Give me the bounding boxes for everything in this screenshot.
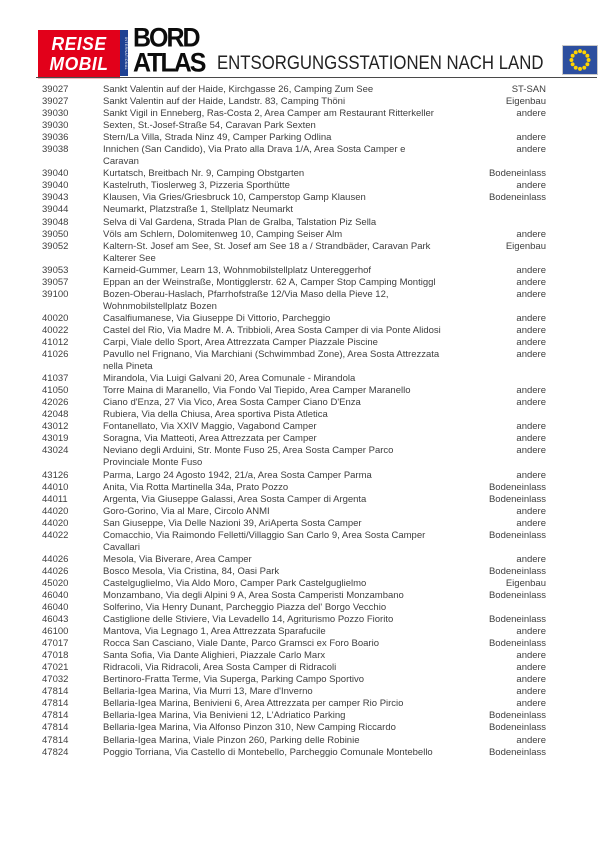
- table-row: [42, 674, 546, 686]
- table-row: [42, 590, 546, 602]
- station-address: Castelguglielmo, Via Aldo Moro, Camper Park Castelguglielmo: [103, 577, 367, 589]
- station-type: ST-SAN: [511, 84, 546, 95]
- station-address: Castel del Rio, Via Madre M. A. Tribbioli, Area Sosta Camper di via Ponte Alidosi: [103, 324, 441, 336]
- postal-code: 39030: [42, 108, 69, 120]
- station-type: andere: [516, 312, 546, 324]
- reisemobil-logo-text: [38, 30, 120, 78]
- station-type: [448, 602, 546, 614]
- postal-code: 46100: [42, 626, 69, 638]
- station-type: andere: [516, 397, 546, 409]
- table-row: [42, 445, 546, 469]
- station-type: andere: [516, 288, 546, 300]
- station-address: Bellaria-Igea Marina, Via Benivieni 12, L'Adriatico Parking: [103, 710, 346, 722]
- station-address: Bellaria-Igea Marina, Benivieni 6, Area Attrezzata per camper Rio Pircio: [103, 698, 404, 710]
- station-type: Bodeneinlass: [488, 529, 546, 541]
- station-type: Eigenbau: [505, 240, 546, 252]
- station-address: Mantova, Via Legnago 1, Area Attrezzata Sparafucile: [103, 626, 326, 638]
- station-address: Kastelruth, Tioslerweg 3, Pizzeria Sporthütte: [103, 180, 290, 192]
- postal-code: 40022: [42, 324, 69, 336]
- station-type: andere: [516, 276, 546, 288]
- table-row: [42, 578, 546, 590]
- station-address: Bellaria-Igea Marina, Via Murri 13, Mare d'Inverno: [103, 686, 313, 698]
- postal-code: 41037: [42, 373, 69, 385]
- postal-code: 43019: [42, 433, 69, 445]
- station-address: Sankt Vigil in Enneberg, Ras-Costa 2, Area Camper am Restaurant Ritterkeller: [103, 108, 434, 120]
- station-address: Kaltern-St. Josef am See, St. Josef am See 18 a / Strandbäder, Caravan Park Kalterer See: [103, 240, 431, 264]
- reisemobil-international-stripe: INTERNATIONAL: [120, 30, 128, 76]
- postal-code: 47814: [42, 710, 69, 722]
- postal-code: 41050: [42, 385, 69, 397]
- table-row: [42, 241, 546, 265]
- table-row: [42, 686, 546, 698]
- station-address: Völs am Schlern, Dolomitenweg 10, Camping Seiser Alm: [103, 228, 343, 240]
- station-type: andere: [516, 445, 546, 457]
- table-row: [42, 482, 546, 494]
- station-type: Bodeneinlass: [488, 614, 546, 626]
- table-row: [42, 349, 546, 373]
- table-row: [42, 180, 546, 192]
- postal-code: 46043: [42, 614, 69, 626]
- postal-code: 47824: [42, 746, 69, 758]
- table-row: [42, 421, 546, 433]
- table-row: [42, 710, 546, 722]
- postal-code: 39053: [42, 264, 69, 276]
- station-type: [448, 373, 546, 385]
- station-address: Innichen (San Candido), Via Prato alla Drava 1/A, Area Sosta Camper e Caravan: [103, 144, 406, 168]
- station-address: Rubiera, Via della Chiusa, Area sportiva Pista Atletica: [103, 409, 328, 421]
- postal-code: 39038: [42, 144, 69, 156]
- stations-table: [42, 84, 546, 759]
- postal-code: 39040: [42, 168, 69, 180]
- postal-code: 43012: [42, 421, 69, 433]
- table-row: [42, 650, 546, 662]
- station-type: andere: [516, 674, 546, 686]
- table-row: [42, 217, 546, 229]
- postal-code: 44022: [42, 529, 69, 541]
- reisemobil-line1: REISE: [51, 33, 107, 55]
- table-row: [42, 409, 546, 421]
- station-type: andere: [516, 385, 546, 397]
- postal-code: 47814: [42, 722, 69, 734]
- station-type: andere: [516, 686, 546, 698]
- station-type: Bodeneinlass: [488, 722, 546, 734]
- station-address: Anita, Via Rotta Martinella 34a, Prato Pozzo: [103, 481, 289, 493]
- postal-code: 39057: [42, 276, 69, 288]
- station-address: Mirandola, Via Luigi Galvani 20, Area Comunale - Mirandola: [103, 373, 356, 385]
- station-address: Eppan an der Weinstraße, Montigglerstr. 62 A, Camper Stop Camping Montiggl: [103, 276, 436, 288]
- station-address: Solferino, Via Henry Dunant, Parcheggio Piazza del' Borgo Vecchio: [103, 602, 387, 614]
- station-type: [448, 204, 546, 216]
- station-type: Bodeneinlass: [488, 746, 546, 758]
- postal-code: 39027: [42, 96, 69, 108]
- table-row: [42, 229, 546, 241]
- station-type: andere: [516, 505, 546, 517]
- table-row: [42, 108, 546, 120]
- table-row: [42, 96, 546, 108]
- station-address: Monzambano, Via degli Alpini 9 A, Area Sosta Camperisti Monzambano: [103, 589, 404, 601]
- station-type: andere: [516, 517, 546, 529]
- table-row: [42, 373, 546, 385]
- station-address: Castiglione delle Stiviere, Via Levadello 14, Agriturismo Pozzo Fiorito: [103, 614, 394, 626]
- station-address: Sankt Valentin auf der Haide, Landstr. 83, Camping Thöni: [103, 96, 346, 108]
- table-row: [42, 470, 546, 482]
- station-address: Goro-Gorino, Via al Mare, Circolo ANMI: [103, 505, 270, 517]
- bordatlas-line1: BORD: [133, 22, 199, 53]
- postal-code: 44026: [42, 553, 69, 565]
- reisemobil-line2: MOBIL: [49, 53, 109, 75]
- postal-code: 47032: [42, 674, 69, 686]
- table-row: [42, 313, 546, 325]
- station-type: Bodeneinlass: [488, 168, 546, 180]
- postal-code: 44020: [42, 505, 69, 517]
- table-row: [42, 204, 546, 216]
- station-type: andere: [516, 132, 546, 144]
- postal-code: 44020: [42, 517, 69, 529]
- station-type: andere: [516, 336, 546, 348]
- station-type: Bodeneinlass: [488, 589, 546, 601]
- eu-flag-icon: [562, 45, 598, 75]
- station-type: andere: [516, 264, 546, 276]
- postal-code: 39030: [42, 120, 69, 132]
- station-type: andere: [516, 228, 546, 240]
- station-address: Comacchio, Via Raimondo Felletti/Villaggio San Carlo 9, Area Sosta Camper Cavallari: [103, 529, 426, 553]
- postal-code: 43126: [42, 469, 69, 481]
- station-type: andere: [516, 698, 546, 710]
- station-address: Karneid-Gummer, Learn 13, Wohnmobilstellplatz Untereggerhof: [103, 264, 372, 276]
- table-row: [42, 277, 546, 289]
- station-address: Rocca San Casciano, Viale Dante, Parco Gramsci ex Foro Boario: [103, 638, 379, 650]
- station-address: San Giuseppe, Via Delle Nazioni 39, AriAperta Sosta Camper: [103, 517, 362, 529]
- table-row: [42, 265, 546, 277]
- station-address: Klausen, Via Gries/Griesbruck 10, Camperstop Gamp Klausen: [103, 192, 366, 204]
- station-address: Selva di Val Gardena, Strada Plan de Gralba, Talstation Piz Sella: [103, 216, 377, 228]
- postal-code: 40020: [42, 312, 69, 324]
- station-type: andere: [516, 108, 546, 120]
- postal-code: 43024: [42, 445, 69, 457]
- station-address: Stern/La Villa, Strada Ninz 49, Camper Parking Odlina: [103, 132, 332, 144]
- station-address: Carpi, Viale dello Sport, Area Attrezzata Camper Piazzale Piscine: [103, 336, 378, 348]
- table-row: [42, 602, 546, 614]
- station-address: Bertinoro-Fratta Terme, Via Superga, Parking Campo Sportivo: [103, 674, 365, 686]
- postal-code: 39100: [42, 288, 69, 300]
- table-row: [42, 554, 546, 566]
- station-type: andere: [516, 734, 546, 746]
- postal-code: 47814: [42, 698, 69, 710]
- postal-code: 46040: [42, 602, 69, 614]
- postal-code: 39043: [42, 192, 69, 204]
- table-row: [42, 638, 546, 650]
- table-row: [42, 662, 546, 674]
- table-row: [42, 325, 546, 337]
- table-row: [42, 626, 546, 638]
- table-row: [42, 722, 546, 734]
- postal-code: 41012: [42, 336, 69, 348]
- postal-code: 45020: [42, 577, 69, 589]
- postal-code: 39027: [42, 84, 69, 95]
- station-type: andere: [516, 421, 546, 433]
- postal-code: 39040: [42, 180, 69, 192]
- postal-code: 47814: [42, 686, 69, 698]
- station-address: Bellaria-Igea Marina, Via Alfonso Pinzon 310, New Camping Riccardo: [103, 722, 396, 734]
- table-row: [42, 433, 546, 445]
- postal-code: 47018: [42, 650, 69, 662]
- station-address: Fontanellato, Via XXIV Maggio, Vagabond Camper: [103, 421, 317, 433]
- postal-code: 46040: [42, 589, 69, 601]
- postal-code: 44026: [42, 565, 69, 577]
- postal-code: 47017: [42, 638, 69, 650]
- page-title: ENTSORGUNGSSTATIONEN NACH LAND: [217, 52, 544, 74]
- station-address: Parma, Largo 24 Agosto 1942, 21/a, Area Sosta Camper Parma: [103, 469, 372, 481]
- table-row: [42, 132, 546, 144]
- bordatlas-logo: [133, 22, 205, 78]
- table-row: [42, 614, 546, 626]
- postal-code: 47814: [42, 734, 69, 746]
- station-type: Bodeneinlass: [488, 192, 546, 204]
- table-row: [42, 144, 546, 168]
- table-row: [42, 289, 546, 313]
- station-address: Sankt Valentin auf der Haide, Kirchgasse 26, Camping Zum See: [103, 84, 374, 95]
- table-row: [42, 747, 546, 759]
- table-row: [42, 397, 546, 409]
- table-row: [42, 168, 546, 180]
- station-type: andere: [516, 650, 546, 662]
- station-address: Torre Maina di Maranello, Via Fondo Val Tiepido, Area Camper Maranello: [103, 385, 411, 397]
- postal-code: 39048: [42, 216, 69, 228]
- postal-code: 39052: [42, 240, 69, 252]
- table-row: [42, 506, 546, 518]
- station-address: Ciano d'Enza, 27 Via Vico, Area Sosta Camper Ciano D'Enza: [103, 397, 361, 409]
- station-type: andere: [516, 349, 546, 361]
- station-type: Eigenbau: [505, 577, 546, 589]
- station-type: [448, 217, 546, 229]
- station-address: Mesola, Via Biverare, Area Camper: [103, 553, 252, 565]
- station-address: Pavullo nel Frignano, Via Marchiani (Schwimmbad Zone), Area Sosta Attrezzata nella Pineta: [103, 349, 440, 373]
- station-address: Kurtatsch, Breitbach Nr. 9, Camping Obstgarten: [103, 168, 305, 180]
- station-address: Neumarkt, Platzstraße 1, Stellplatz Neumarkt: [103, 204, 294, 216]
- header-divider: [36, 77, 597, 78]
- table-row: [42, 566, 546, 578]
- station-type: Bodeneinlass: [488, 493, 546, 505]
- bordatlas-line2: ATLAS: [133, 47, 205, 78]
- table-row: [42, 385, 546, 397]
- table-row: [42, 120, 546, 132]
- table-row: [42, 192, 546, 204]
- station-type: Bodeneinlass: [488, 638, 546, 650]
- postal-code: 42048: [42, 409, 69, 421]
- station-address: Poggio Torriana, Via Castello di Montebello, Parcheggio Comunale Montebello: [103, 746, 433, 758]
- table-row: [42, 84, 546, 96]
- table-row: [42, 698, 546, 710]
- station-type: andere: [516, 324, 546, 336]
- postal-code: 47021: [42, 662, 69, 674]
- station-type: andere: [516, 180, 546, 192]
- station-address: Sexten, St.-Josef-Straße 54, Caravan Park Sexten: [103, 120, 316, 132]
- station-address: Soragna, Via Matteoti, Area Attrezzata per Camper: [103, 433, 317, 445]
- postal-code: 39036: [42, 132, 69, 144]
- station-address: Ridracoli, Via Ridracoli, Area Sosta Camper di Ridracoli: [103, 662, 337, 674]
- postal-code: 44010: [42, 481, 69, 493]
- table-row: [42, 735, 546, 747]
- postal-code: 42026: [42, 397, 69, 409]
- reisemobil-logo: [38, 30, 128, 76]
- station-type: Bodeneinlass: [488, 481, 546, 493]
- table-row: [42, 518, 546, 530]
- station-type: andere: [516, 662, 546, 674]
- station-type: andere: [516, 144, 546, 156]
- station-address: Casalfiumanese, Via Giuseppe Di Vittorio, Parcheggio: [103, 312, 331, 324]
- station-type: andere: [516, 626, 546, 638]
- station-type: [448, 120, 546, 132]
- table-row: [42, 337, 546, 349]
- station-address: Bozen-Oberau-Haslach, Pfarrhofstraße 12/Via Maso della Pieve 12, Wohnmobilstellplatz Bozen: [103, 288, 389, 312]
- station-address: Neviano degli Arduini, Str. Monte Fuso 25, Area Sosta Camper Parco Provinciale Monte Fuso: [103, 445, 394, 469]
- station-address: Santa Sofia, Via Dante Alighieri, Piazzale Carlo Marx: [103, 650, 326, 662]
- postal-code: 39044: [42, 204, 69, 216]
- postal-code: 44011: [42, 493, 68, 505]
- station-address: Bellaria-Igea Marina, Viale Pinzon 260, Parking delle Robinie: [103, 734, 360, 746]
- station-type: [448, 409, 546, 421]
- station-type: andere: [516, 433, 546, 445]
- postal-code: 39050: [42, 228, 69, 240]
- station-type: Bodeneinlass: [488, 710, 546, 722]
- station-type: andere: [516, 469, 546, 481]
- table-row: [42, 494, 546, 506]
- postal-code: 41026: [42, 349, 69, 361]
- station-address: Bosco Mesola, Via Cristina, 84, Oasi Park: [103, 565, 280, 577]
- station-type: Bodeneinlass: [488, 565, 546, 577]
- table-row: [42, 530, 546, 554]
- station-type: andere: [516, 553, 546, 565]
- station-type: Eigenbau: [505, 96, 546, 108]
- station-address: Argenta, Via Giuseppe Galassi, Area Sosta Camper di Argenta: [103, 493, 367, 505]
